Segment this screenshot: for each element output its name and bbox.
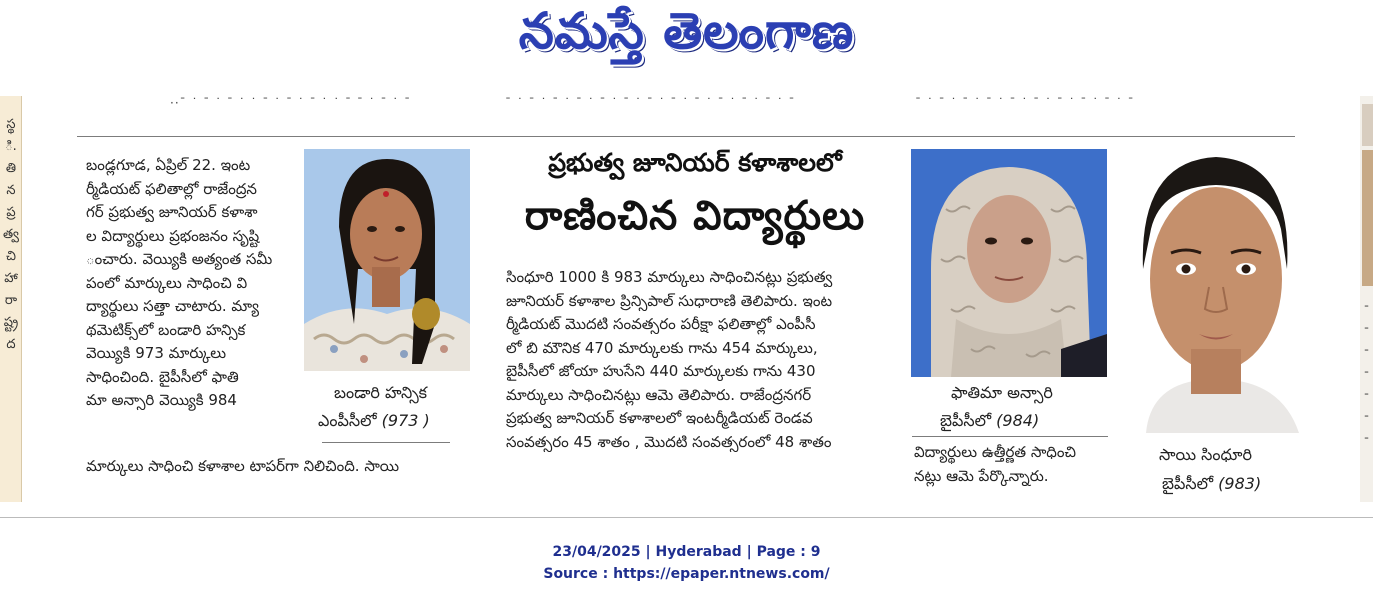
left-column-glyph: స్థ bbox=[6, 117, 16, 132]
footer-source[interactable]: Source : https://epaper.ntnews.com/ bbox=[543, 566, 830, 582]
right-glyph: ˉ bbox=[1363, 414, 1370, 428]
article-line: థమెటిక్స్‌లో బండారి హన్సిక bbox=[86, 320, 246, 339]
portrait-image bbox=[304, 149, 470, 371]
article-line: లో బి మౌనిక 470 మార్కులకు గాను 454 మార్కులు, bbox=[506, 338, 818, 357]
article-line: సంవత్సరం 45 శాతం , మొదటి సంవత్సరంలో 48 శాతం bbox=[506, 432, 832, 451]
caption-fatima-stream-label: బైపీసీలో bbox=[940, 411, 992, 430]
left-column-glyph: చి bbox=[6, 249, 16, 264]
left-column-edge bbox=[21, 96, 22, 502]
caption-rule bbox=[322, 442, 450, 443]
article-line: వెయ్యికి 973 మార్కులు bbox=[86, 344, 227, 362]
caption-hansika-marks: (973 ) bbox=[381, 411, 430, 430]
portrait-image bbox=[1121, 149, 1311, 433]
article-line: విద్యార్థులు ఉత్తీర్ణత సాధించి bbox=[914, 443, 1076, 461]
article-line: నట్లు ఆమె పేర్కొన్నారు. bbox=[914, 466, 1049, 485]
article-line: సాధించింది. బైపీసీలో ఫాతి bbox=[86, 367, 239, 386]
article-line: ల విద్యార్థులు ప్రభంజనం సృష్టి bbox=[86, 226, 260, 245]
caption-rule bbox=[912, 436, 1108, 437]
student-photo-hansika bbox=[304, 149, 470, 371]
caption-sindhuri-stream bbox=[1162, 471, 1261, 497]
headline-kicker: ప్రభుత్వ జూనియర్ కళాశాలలో bbox=[548, 148, 842, 177]
caption-sindhuri-stream-label: బైపీసీలో bbox=[1162, 474, 1214, 493]
caption-hansika-stream-label: ఎంపీసీలో bbox=[318, 411, 377, 430]
right-glyph: ˉ bbox=[1363, 304, 1370, 318]
right-glyph: ˉ bbox=[1363, 370, 1370, 384]
right-column-glyphs bbox=[1360, 300, 1373, 454]
caption-fatima-marks: (984) bbox=[996, 411, 1040, 430]
masthead bbox=[0, 0, 1373, 78]
left-column-glyph: రా bbox=[4, 293, 18, 308]
article-top-rule bbox=[77, 136, 1295, 137]
article-line: ద్యార్థులు సత్తా చాటారు. మ్యా bbox=[86, 297, 259, 315]
cropped-previous-article-strip bbox=[0, 96, 1373, 110]
strip-fragment: ˉ ˙ ˉ ˙ ˉ ˙ ˉ ˙ ˉ ˙ ˉ ˙ ˉ ˙ ˉ ˙ ˉ ˙ ˉ ˙ ˉ ˙ ˉ ˙ ˉ bbox=[505, 96, 796, 110]
left-column-glyph: ి. bbox=[5, 139, 17, 154]
article-line: బైపీసీలో జోయా హుసేని 440 మార్కులకు గాను 430 bbox=[506, 362, 816, 380]
left-cropped-column bbox=[0, 96, 22, 502]
left-column-glyph: త్వ bbox=[2, 227, 19, 242]
article-line: సింధూరి 1000 కి 983 మార్కులు సాధించినట్లు ప్రభుత్వ bbox=[506, 268, 833, 286]
portrait-image bbox=[911, 149, 1107, 377]
article-line: బండ్లగూడ, ఏప్రిల్ 22. ఇంట bbox=[86, 156, 251, 174]
footer-divider bbox=[0, 517, 1373, 518]
article-column-3 bbox=[914, 441, 1124, 488]
left-column-glyph: న bbox=[6, 183, 16, 198]
left-column-glyphs bbox=[2, 114, 20, 356]
article-column-1 bbox=[86, 154, 298, 413]
caption-sindhuri-marks: (983) bbox=[1218, 474, 1262, 493]
right-glyph: ˉ bbox=[1363, 326, 1370, 340]
right-glyph: ˉ bbox=[1363, 348, 1370, 362]
student-photo-fatima bbox=[911, 149, 1107, 377]
caption-fatima-name: ఫాతిమా అన్సారి bbox=[951, 383, 1053, 402]
caption-hansika-stream bbox=[318, 408, 430, 434]
newspaper-title: నమస్తే తెలంగాణ bbox=[518, 2, 855, 60]
article-column-2 bbox=[506, 266, 900, 454]
right-glyph: ˉ bbox=[1363, 436, 1370, 450]
footer-date-location: 23/04/2025 | Hyderabad | Page : 9 bbox=[552, 544, 821, 560]
article-line: జూనియర్ కళాశాల ప్రిన్సిపాల్ సుధారాణి తెలిపారు. ఇంట bbox=[506, 291, 833, 310]
right-cropped-photo bbox=[1362, 104, 1373, 146]
article-line: ర్మీడియట్ మొదటి సంవత్సరం పరీక్షా ఫలితాల్లో ఎంపీసీ bbox=[506, 315, 816, 333]
right-cropped-photo bbox=[1362, 150, 1373, 286]
article-line: మా అన్సారి వెయ్యికి 984 bbox=[86, 391, 237, 409]
left-column-glyph: హా bbox=[4, 271, 18, 286]
article-line: ర్మీడియట్ ఫలితాల్లో రాజేంద్రన bbox=[86, 179, 257, 198]
strip-fragment: ˉ ˙ ˉ ˙ ˉ ˙ ˉ ˙ ˉ ˙ ˉ ˙ ˉ ˙ ˉ ˙ ˉ ˙ ˉ bbox=[915, 96, 1135, 110]
left-column-glyph: తి bbox=[5, 161, 17, 176]
left-column-glyph: ష్ట్ర bbox=[3, 315, 19, 330]
caption-fatima-stream bbox=[940, 408, 1039, 434]
article-line: గర్ ప్రభుత్వ జూనియర్ కళాశా bbox=[86, 203, 258, 221]
article-line: ప్రభుత్వ జూనియర్ కళాశాలలో ఇంటర్మీడియట్ రెండవ bbox=[506, 409, 813, 427]
article-line: మార్కులు సాధించినట్లు ఆమె తెలిపారు. రాజేంద్రనగర్ bbox=[506, 385, 812, 404]
left-column-glyph: ద bbox=[6, 337, 16, 352]
left-column-glyph: ప్ర bbox=[6, 205, 16, 220]
right-glyph: ˉ bbox=[1363, 392, 1370, 406]
article-line: ంచారు. వెయ్యికి అత్యంత సమీ bbox=[86, 250, 273, 268]
strip-fragment: ··ˉ ˙ ˉ ˙ ˉ ˙ ˙ ˉ ˙ ˉ ˙ ˉ ˙ ˙ ˉ ˉ ˙ ˉ ˙ ˉ bbox=[170, 96, 412, 110]
caption-hansika-name: బండారి హన్సిక bbox=[334, 383, 428, 402]
caption-sindhuri-name: సాయి సింధూరి bbox=[1159, 445, 1252, 464]
headline-main: రాణించిన విద్యార్థులు bbox=[524, 193, 866, 239]
article-line: పంలో మార్కులు సాధించి వి bbox=[86, 273, 248, 292]
article-column-1-last-line: మార్కులు సాధించి కళాశాల టాపర్‌గా నిలిచింది. సాయి bbox=[86, 457, 400, 475]
student-photo-sindhuri bbox=[1121, 149, 1311, 433]
